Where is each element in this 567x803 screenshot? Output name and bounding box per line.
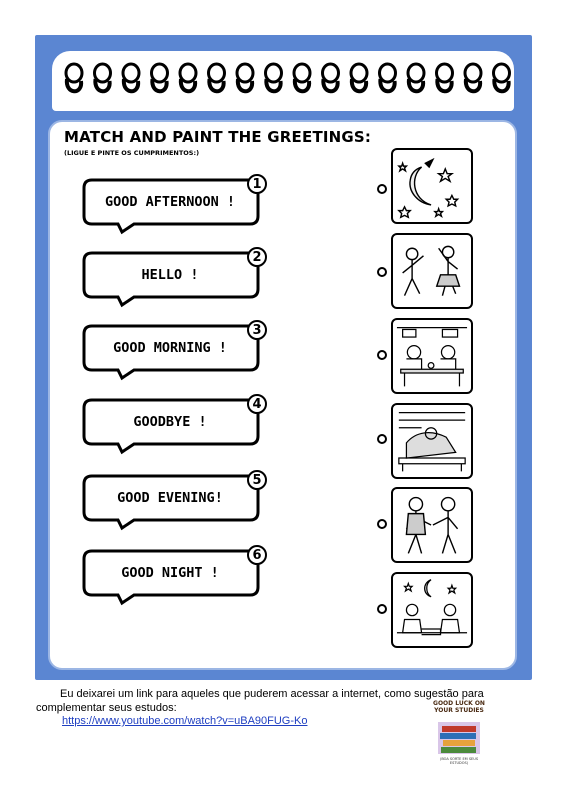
waving-people-icon <box>391 233 473 309</box>
greeting-number: 4 <box>247 394 267 414</box>
greeting-number: 6 <box>247 545 267 565</box>
match-dot[interactable] <box>377 184 387 194</box>
greeting-text: GOOD MORNING ! <box>113 340 227 356</box>
handshake-people-icon <box>391 487 473 563</box>
match-dot[interactable] <box>377 604 387 614</box>
page-subtitle: (LIGUE E PINTE OS CUMPRIMENTOS:) <box>64 149 200 157</box>
greeting-text: GOOD AFTERNOON ! <box>104 194 236 210</box>
match-dot[interactable] <box>377 350 387 360</box>
match-dot[interactable] <box>377 434 387 444</box>
match-dot[interactable] <box>377 267 387 277</box>
breakfast-table-icon <box>391 318 473 394</box>
footer-note: Eu deixarei um link para aqueles que puderem acessar a internet, como sugestão para complementar seus estudos: <box>36 688 484 714</box>
spiral-binding <box>52 51 514 111</box>
youtube-link[interactable]: https://www.youtube.com/watch?v=uBA90FUG-Ko <box>62 715 308 727</box>
greeting-text: GOOD EVENING! <box>117 490 223 506</box>
greeting-number: 2 <box>247 247 267 267</box>
page-title: MATCH AND PAINT THE GREETINGS: <box>64 128 372 146</box>
good-luck-badge <box>432 700 486 766</box>
moon-and-stars-icon <box>391 148 473 224</box>
badge-title: GOOD LUCK ON YOUR STUDIES <box>433 700 485 714</box>
greeting-number: 5 <box>247 470 267 490</box>
greeting-text: GOOD NIGHT ! <box>121 565 219 581</box>
night-sky-people-icon <box>391 572 473 648</box>
greeting-text: GOODBYE ! <box>133 414 207 430</box>
greeting-number: 3 <box>247 320 267 340</box>
greeting-text: HELLO ! <box>141 267 199 283</box>
greeting-number: 1 <box>247 174 267 194</box>
waking-up-bed-icon <box>391 403 473 479</box>
badge-caption: (BOA SORTE EM SEUS ESTUDOS) <box>439 757 479 765</box>
match-dot[interactable] <box>377 519 387 529</box>
